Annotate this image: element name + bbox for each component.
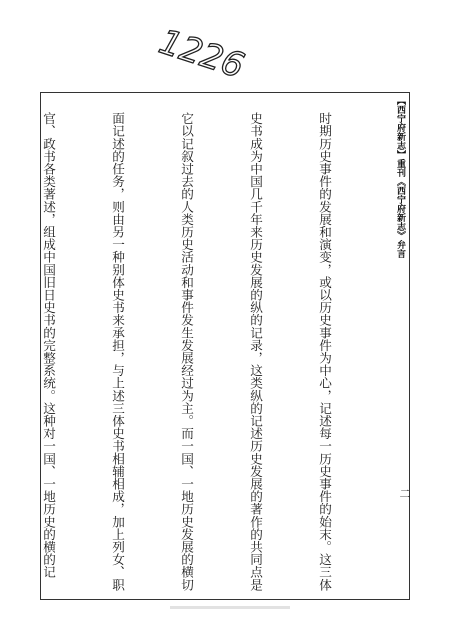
- text-column: 它以记叙过去的人类历史活动和事件发生发展经过为主。而一国、一地历史发展的横切: [179, 112, 194, 591]
- running-header-chapter-title: 重刊《西宁府新志》弁言: [395, 159, 405, 258]
- scan-smudge: [170, 606, 290, 609]
- text-column: 史书成为中国几千年来历史发展的纵的记录，这类纵的记述历史发展的著作的共同点是: [248, 112, 263, 591]
- text-column: 面记述的任务，则由另一种别体史书来承担，与上述三体史书相辅相成，加上列女、职: [110, 112, 125, 591]
- running-header-book-title: 【西宁府新志】: [395, 96, 405, 159]
- handwritten-number-text: 1226: [154, 21, 249, 87]
- body-text: [41, 112, 382, 596]
- page-number: 二: [398, 488, 411, 499]
- running-header: [393, 96, 407, 376]
- text-column: 官、政书各类著述，组成中国旧日史书的完整系统。这种对一国、一地历史的横的记: [41, 112, 56, 579]
- handwritten-number-annotation: [150, 4, 260, 94]
- text-column: 时期历史事件的发展和演变，或以历史事件为中心，记述每一历史事件的始末。这三体: [317, 112, 332, 591]
